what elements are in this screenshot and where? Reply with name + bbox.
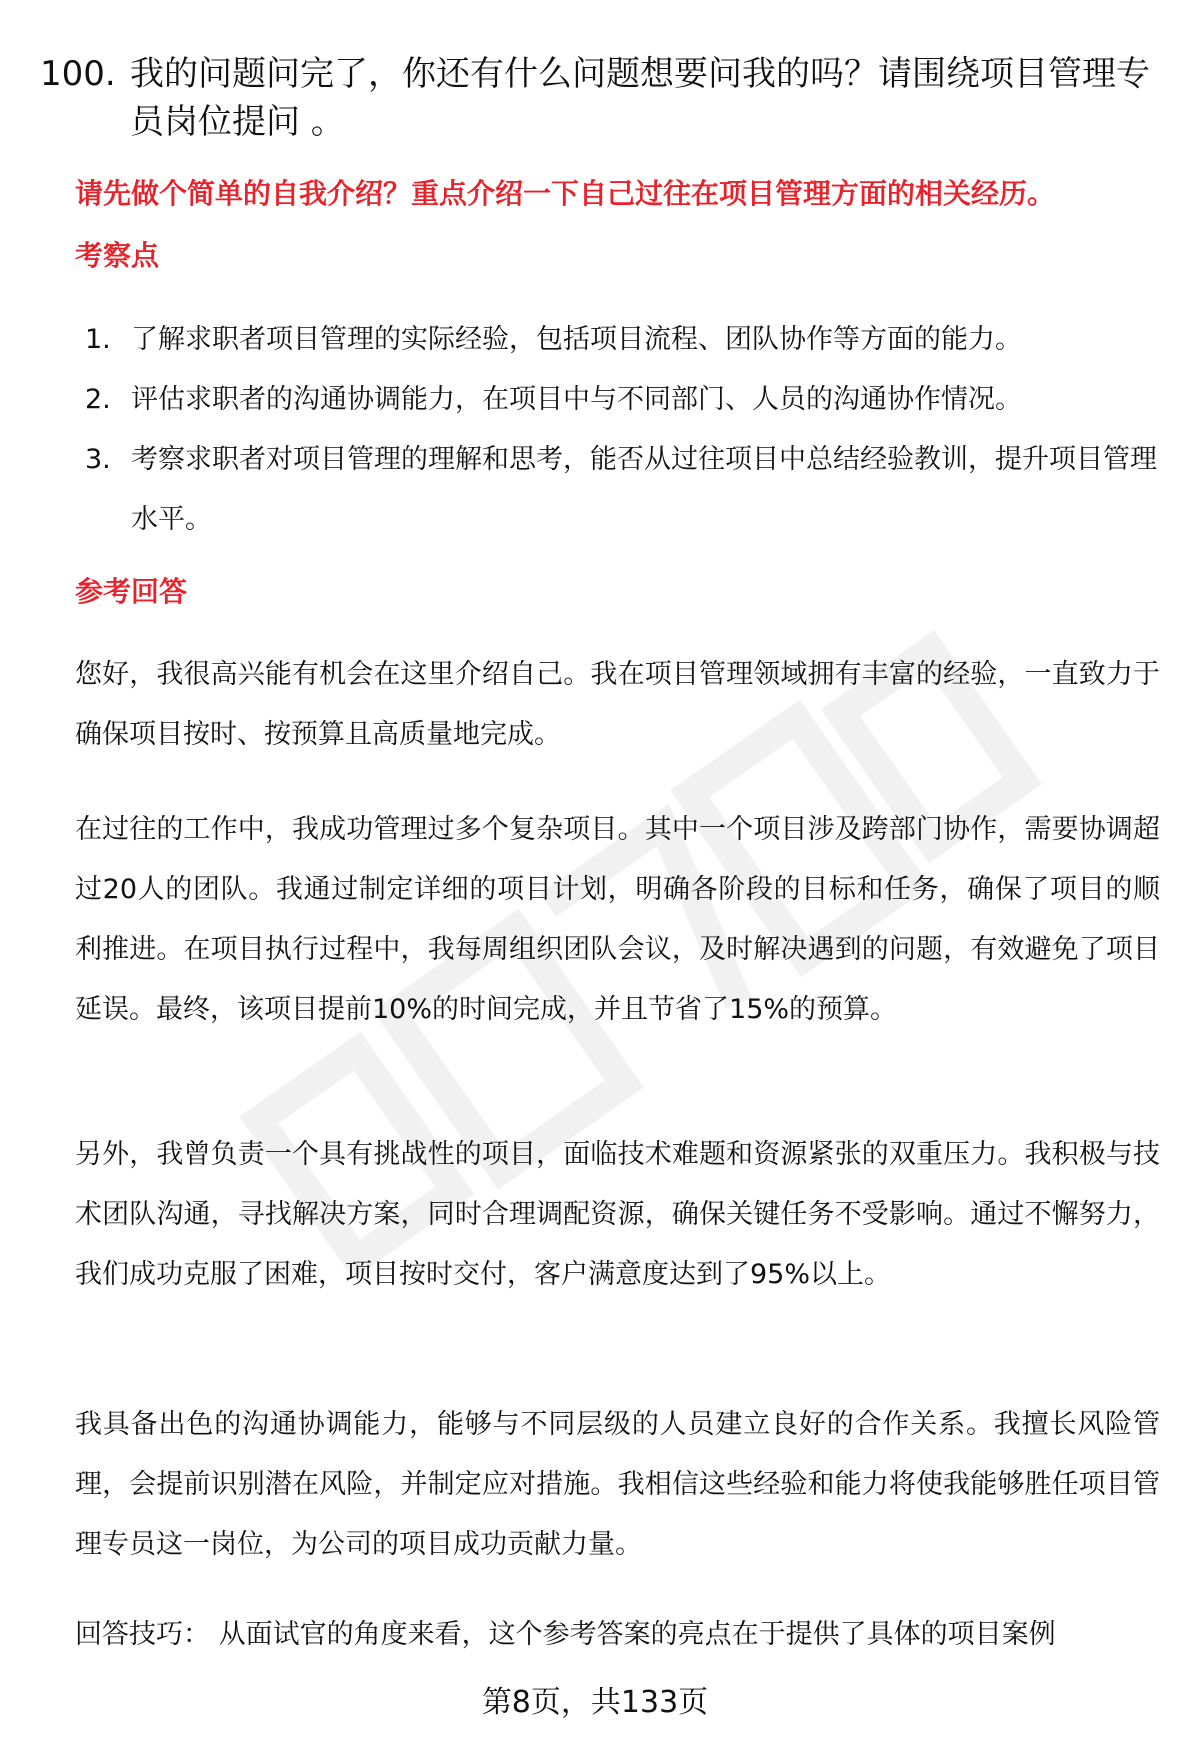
list-item [85, 310, 1165, 370]
answer-paragraph-intro: 您好，我很高兴能有机会在这里介绍自己。我在项目管理领域拥有丰富的经验，一直致力于确保项目按时、按预算且高质量地完成。 [75, 659, 1160, 750]
sub-question: 请先做个简单的自我介绍？重点介绍一下自己过往在项目管理方面的相关经历。 [75, 177, 1056, 210]
question-text: 我的问题问完了，你还有什么问题想要问我的吗？请围绕项目管理专员岗位提问 。 [130, 54, 1150, 142]
list-item [85, 430, 1165, 550]
point-number: 1. [85, 324, 111, 355]
answer-paragraph-challenge: 另外，我曾负责一个具有挑战性的项目，面临技术难题和资源紧张的双重压力。我积极与技术团队沟通，寻找解决方案，同时合理调配资源，确保关键任务不受影响。通过不懈努力，我们成功克服了困难，项目按时交付，客户满意度达到了95%以上。 [75, 1139, 1160, 1290]
point-text: 了解求职者项目管理的实际经验，包括项目流程、团队协作等方面的能力。 [131, 324, 1022, 355]
answer-section-label: 参考回答 [75, 575, 188, 608]
question-number: 100. [40, 54, 116, 94]
answer-paragraph-experience: 在过往的工作中，我成功管理过多个复杂项目。其中一个项目涉及跨部门协作，需要协调超过20人的团队。我通过制定详细的项目计划，明确各阶段的目标和任务，确保了项目的顺利推进。在项目执行过程中，我每周组织团队会议，及时解决遇到的问题，有效避免了项目延误。最终，该项目提前10%的时间完成，并且节省了15%的预算。 [75, 814, 1160, 1025]
answer-tips-paragraph: 回答技巧： 从面试官的角度来看，这个参考答案的亮点在于提供了具体的项目案例 [75, 1619, 1056, 1650]
points-list [85, 310, 1165, 550]
answer-paragraph-skills: 我具备出色的沟通协调能力，能够与不同层级的人员建立良好的合作关系。我擅长风险管理，会提前识别潜在风险，并制定应对措施。我相信这些经验和能力将使我能够胜任项目管理专员这一岗位，为公司的项目成功贡献力量。 [75, 1409, 1160, 1560]
point-number: 3. [85, 444, 111, 475]
point-text: 评估求职者的沟通协调能力，在项目中与不同部门、人员的沟通协作情况。 [131, 384, 1022, 415]
question-heading [40, 50, 1150, 146]
points-section-label: 考察点 [75, 239, 160, 272]
list-item [85, 370, 1165, 430]
point-number: 2. [85, 384, 111, 415]
point-text: 考察求职者对项目管理的理解和思考，能否从过往项目中总结经验教训，提升项目管理水平。 [131, 444, 1157, 535]
page-number: 第8页，共133页 [481, 1685, 709, 1720]
